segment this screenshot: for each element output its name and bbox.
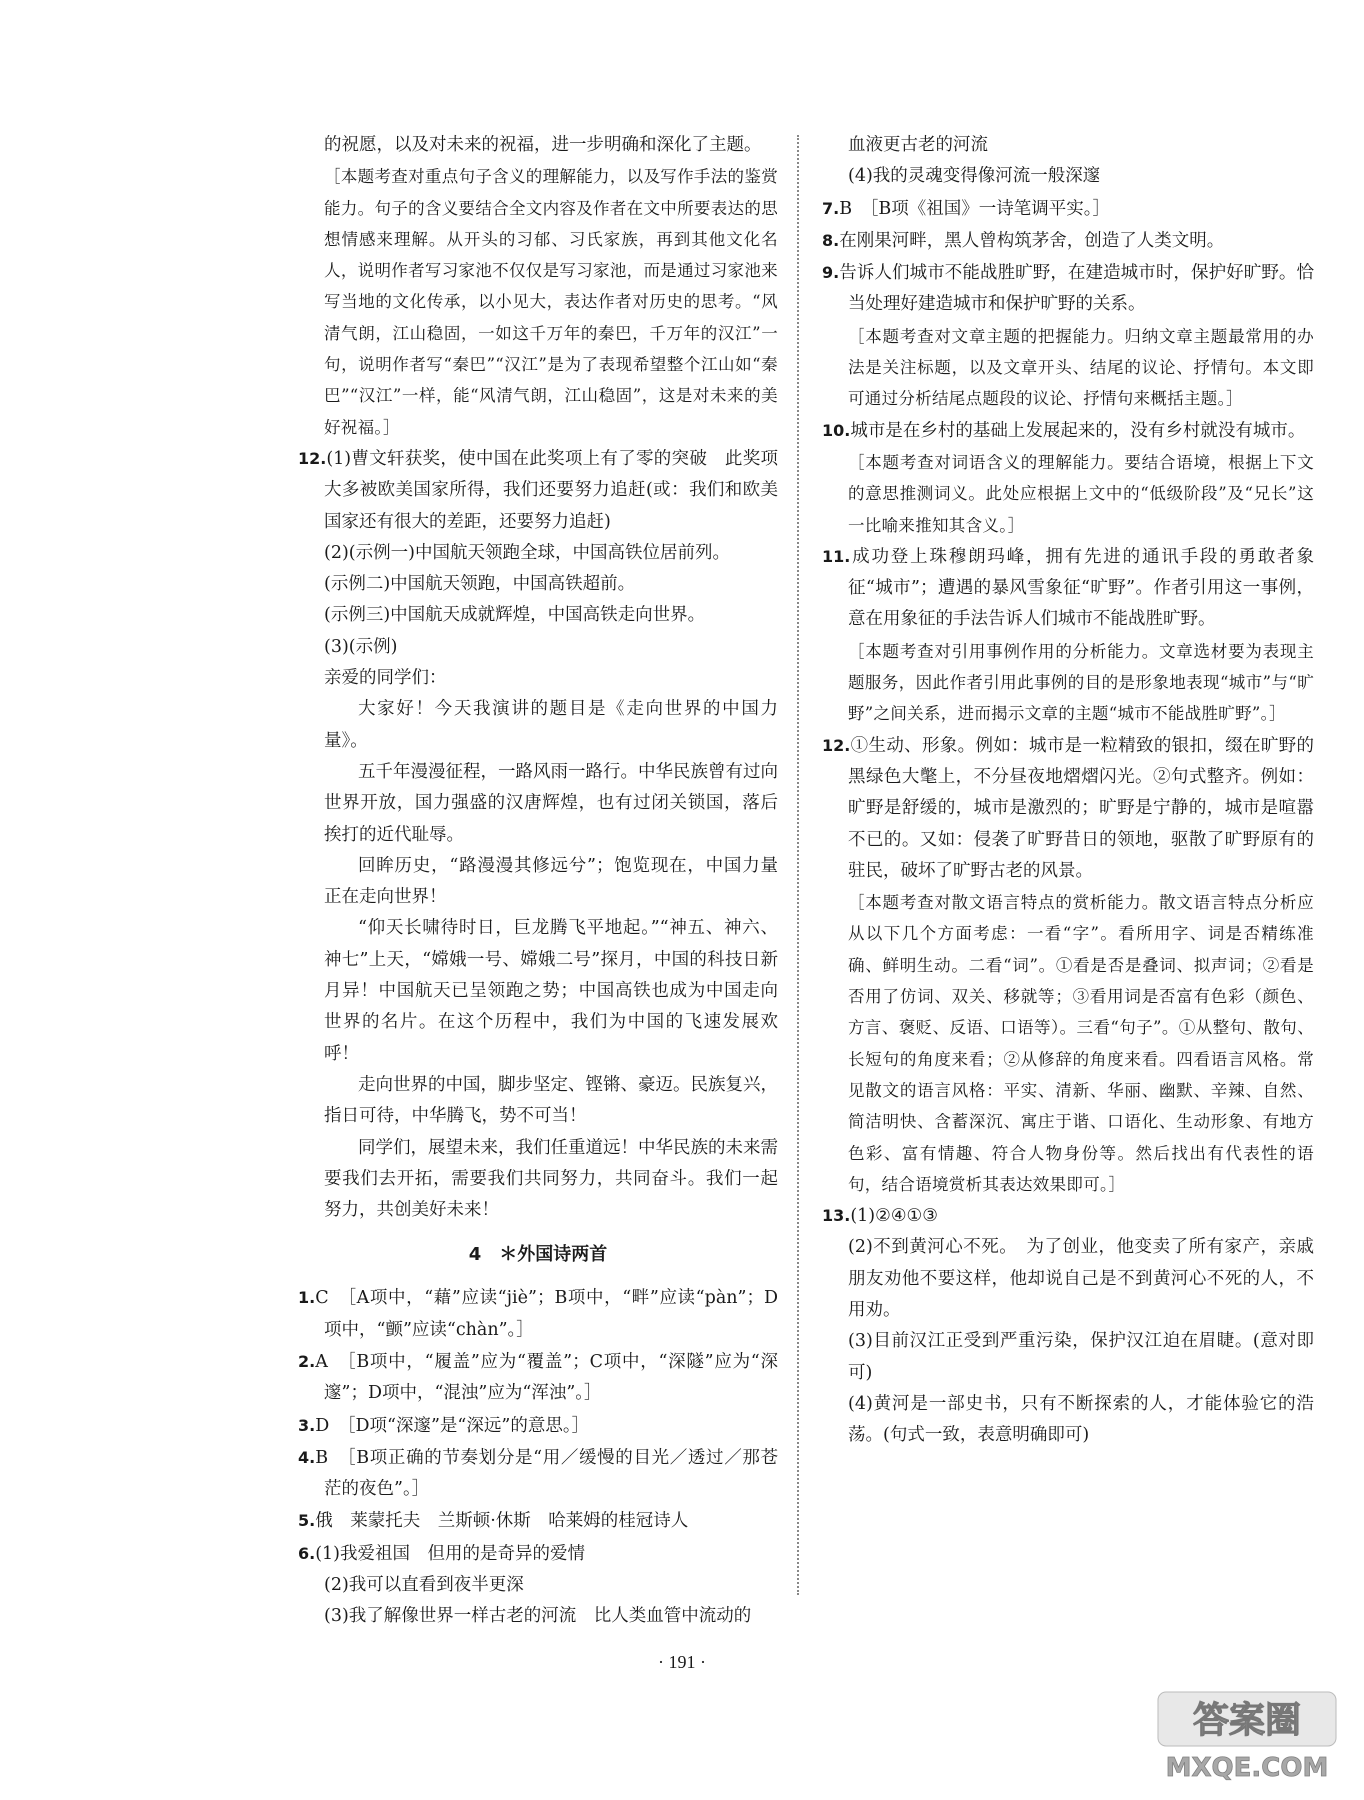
answer-line — [822, 1200, 1314, 1232]
section-title: 4 ＊外国诗两首 — [468, 1244, 608, 1266]
answer-line — [822, 415, 1314, 447]
answer-text: “仰天长啸待时日，巨龙腾飞平地起。”“神五、神六、神七”上天，“嫦娥一号、嫦娥二号”探月，中国的科技日新月异！中国航天已呈领跑之势；中国高铁也成为中国走向世界的名片。在这个历程中，我们为中国的飞速发展欢呼！ — [324, 918, 778, 1064]
answer-text: (2)我可以直看到夜半更深 — [324, 1575, 524, 1596]
question-number: 12. — [298, 448, 327, 468]
page-number: · 191 · — [658, 1652, 706, 1672]
answer-line — [298, 443, 778, 538]
answer-text: (示例二)中国航天领跑，中国高铁超前。 — [324, 574, 636, 595]
answer-line — [822, 130, 1314, 161]
question-number: 10. — [822, 420, 851, 440]
answer-text: (2)不到黄河心不死。 为了创业，他变卖了所有家产，亲戚朋友劝他不要这样，他却说自己是不到黄河心不死的人，不用劝。 — [848, 1237, 1314, 1320]
answer-text: (1)我爱祖国 但用的是奇异的爱情 — [315, 1543, 586, 1564]
question-number: 5. — [298, 1511, 316, 1531]
answer-line — [822, 161, 1314, 192]
answer-text: 成功登上珠穆朗玛峰，拥有先进的通讯手段的勇敢者象征“城市”；遭遇的暴风雪象征“旷野”。作者引用这一事例，意在用象征的手法告诉人们城市不能战胜旷野。 — [848, 546, 1314, 630]
answer-text: B ［B项正确的节奏划分是“用／缓慢的目光／透过／那苍茫的夜色”。］ — [315, 1447, 778, 1500]
left-content-2 — [298, 1282, 778, 1632]
answer-line — [298, 1070, 778, 1133]
answer-line — [822, 1326, 1314, 1389]
answer-text: B ［B项《祖国》一诗笔调平实。］ — [839, 198, 1110, 219]
answer-line — [298, 1538, 778, 1570]
answer-text: (示例三)中国航天成就辉煌，中国高铁走向世界。 — [324, 605, 706, 626]
answer-line — [298, 600, 778, 631]
answer-text: 的祝愿，以及对未来的祝福，进一步明确和深化了主题。 — [324, 135, 762, 155]
svg-text:MXQE.COM: MXQE.COM — [1165, 1753, 1329, 1783]
answer-text: ［本题考查对词语含义的理解能力。要结合语境，根据上下文的意思推测词义。此处应根据上文中的“低级阶段”及“兄长”这一比喻来推知其含义。］ — [848, 452, 1314, 535]
answer-line — [822, 541, 1314, 636]
answer-text: 城市是在乡村的基础上发展起来的，没有乡村就没有城市。 — [850, 420, 1306, 441]
answer-line — [822, 257, 1314, 321]
answer-text: 在刚果河畔，黑人曾构筑茅舍，创造了人类文明。 — [839, 230, 1225, 251]
answer-line — [298, 1133, 778, 1227]
svg-text:答案圈: 答案圈 — [1192, 1700, 1302, 1741]
answer-text: ［本题考查对散文语言特点的赏析能力。散文语言特点分析应从以下几个方面考虑：一看“字”。看所用字、词是否精练准确、鲜明生动。二看“词”。①看是否是叠词、拟声词；②看是否用了仿词、双关、移就等；③看用词是否富有色彩（颜色、方言、褒贬、反语、口语等）。三看“句子”。①从整句、散句、长短句的角度来看；②从修辞的角度来看。四看语言风格。常见散文的语言风格：平实、清新、华丽、幽默、辛辣、自然、简洁明快、含蓄深沉、寓庄于谐、口语化、生动形象、有地方色彩、富有情趣、符合人物身份等。然后找出有代表性的语句，结合语境赏析其表达效果即可。］ — [848, 893, 1314, 1194]
answer-text: D ［D项“深邃”是“深远”的意思。］ — [315, 1415, 590, 1436]
answer-text: ［本题考查对文章主题的把握能力。归纳文章主题最常用的办法是关注标题，以及文章开头、结尾的议论、抒情句。本文即可通过分析结尾点题段的议论、抒情句来概括主题。］ — [848, 326, 1314, 409]
question-number: 13. — [822, 1206, 851, 1226]
answer-line — [298, 1346, 778, 1410]
answer-line — [298, 130, 778, 161]
right-content — [822, 130, 1314, 1451]
answer-text: A ［B项中，“履盖”应为“覆盖”；C项中，“深隧”应为“深邃”；D项中，“混浊”应为“浑浊”。］ — [315, 1351, 778, 1404]
answer-text: ［本题考查对重点句子含义的理解能力，以及写作手法的鉴赏能力。句子的含义要结合全文内容及作者在文中所要表达的思想情感来理解。从开头的习郁、习氏家族，再到其他文化名人，说明作者写习家池不仅仅是写习家池，而是通过习家池来写当地的文化传承，以小见大，表达作者对历史的思考。“风清气朗，江山稳固，一如这千万年的秦巴，千万年的汉江”一句，说明作者写“秦巴”“汉江”是为了表现希望整个江山如“秦巴”“汉江”一样，能“风清气朗，江山稳固”，这是对未来的美好祝福。］ — [324, 167, 778, 437]
question-number: 8. — [822, 230, 840, 250]
answer-line — [298, 913, 778, 1069]
explanation-note — [822, 321, 1314, 415]
answer-text: (3)目前汉江正受到严重污染，保护汉江迫在眉睫。(意对即可) — [848, 1331, 1314, 1383]
answer-line — [298, 1601, 778, 1632]
answer-line — [298, 1282, 778, 1346]
answer-text: (4)我的灵魂变得像河流一般深邃 — [848, 166, 1101, 187]
question-number: 4. — [298, 1447, 316, 1467]
explanation-note — [822, 447, 1314, 541]
question-number: 1. — [298, 1288, 316, 1308]
answer-line — [298, 1442, 778, 1506]
answer-text: (3)我了解像世界一样古老的河流 比人类血管中流动的 — [324, 1606, 752, 1627]
answer-line — [822, 1232, 1314, 1326]
left-content — [298, 130, 778, 1226]
answer-text: 走向世界的中国，脚步坚定、铿锵、豪迈。民族复兴，指日可待，中华腾飞，势不可当！ — [324, 1074, 778, 1127]
answer-line — [822, 1389, 1314, 1452]
question-number: 3. — [298, 1415, 316, 1435]
answer-line — [298, 851, 778, 914]
answer-text: 亲爱的同学们： — [324, 668, 447, 689]
explanation-note — [298, 161, 778, 443]
answer-line — [822, 193, 1314, 225]
answer-text: ①生动、形象。例如：城市是一粒精致的银扣，缀在旷野的黑绿色大氅上，不分昼夜地熠熠闪光。②句式整齐。例如：旷野是舒缓的，城市是激烈的；旷野是宁静的，城市是喧嚣不已的。又如：侵袭了旷野昔日的领地，驱散了旷野原有的驻民，破坏了旷野古老的风景。 — [848, 735, 1314, 881]
explanation-note — [822, 887, 1314, 1200]
answer-text: 五千年漫漫征程，一路风雨一路行。中华民族曾有过向世界开放，国力强盛的汉唐辉煌，也有过闭关锁国，落后挨打的近代耻辱。 — [324, 761, 778, 845]
question-number: 6. — [298, 1543, 316, 1563]
answer-text: 告诉人们城市不能战胜旷野，在建造城市时，保护好旷野。恰当处理好建造城市和保护旷野的关系。 — [839, 263, 1314, 315]
answer-text: (3)(示例) — [324, 636, 398, 657]
answer-text: 同学们，展望未来，我们任重道远！中华民族的未来需要我们去开拓，需要我们共同努力，共同奋斗。我们一起努力，共创美好未来！ — [324, 1137, 778, 1221]
question-number: 11. — [822, 546, 851, 566]
answer-line — [298, 694, 778, 757]
answer-text: 回眸历史，“路漫漫其修远兮”；饱览现在，中国力量正在走向世界！ — [324, 855, 778, 908]
answer-line — [822, 730, 1314, 887]
answer-line — [298, 663, 778, 694]
answer-line — [298, 757, 778, 851]
answer-text: (2)(示例一)中国航天领跑全球，中国高铁位居前列。 — [324, 542, 730, 563]
answer-text: 血液更古老的河流 — [848, 135, 988, 155]
answer-line — [298, 632, 778, 663]
question-number: 9. — [822, 263, 840, 283]
question-number: 7. — [822, 198, 840, 218]
answer-line — [298, 538, 778, 569]
answer-text: ［本题考查对引用事例作用的分析能力。文章选材要为表现主题服务，因此作者引用此事例的目的是形象地表现“城市”与“旷野”之间关系，进而揭示文章的主题“城市不能战胜旷野”。］ — [848, 641, 1314, 724]
question-number: 2. — [298, 1351, 316, 1371]
right-column — [822, 130, 1314, 1451]
answer-line — [298, 569, 778, 600]
watermark-logo — [1156, 1688, 1338, 1784]
answer-text: (4)黄河是一部史书，只有不断探索的人，才能体验它的浩荡。(句式一致，表意明确即可) — [848, 1393, 1314, 1446]
answer-line — [298, 1410, 778, 1442]
answer-text: 俄 莱蒙托夫 兰斯顿·休斯 哈莱姆的桂冠诗人 — [315, 1511, 689, 1532]
answer-line — [822, 225, 1314, 257]
left-column — [298, 130, 778, 1633]
answer-text: C ［A项中，“藉”应读“jiè”；B项中，“畔”应读“pàn”；D项中，“颤”应读“chàn”。］ — [315, 1288, 778, 1340]
column-divider — [797, 135, 799, 1595]
answer-text: (1)曹文轩获奖，使中国在此奖项上有了零的突破 此奖项大多被欧美国家所得，我们还要努力追赶(或：我们和欧美国家还有很大的差距，还要努力追赶) — [324, 448, 778, 532]
answer-text: 大家好！今天我演讲的题目是《走向世界的中国力量》。 — [324, 699, 778, 751]
explanation-note — [822, 636, 1314, 730]
answer-line — [298, 1505, 778, 1537]
question-number: 12. — [822, 735, 851, 755]
answer-line — [298, 1570, 778, 1601]
answer-text: (1)②④①③ — [850, 1206, 938, 1227]
